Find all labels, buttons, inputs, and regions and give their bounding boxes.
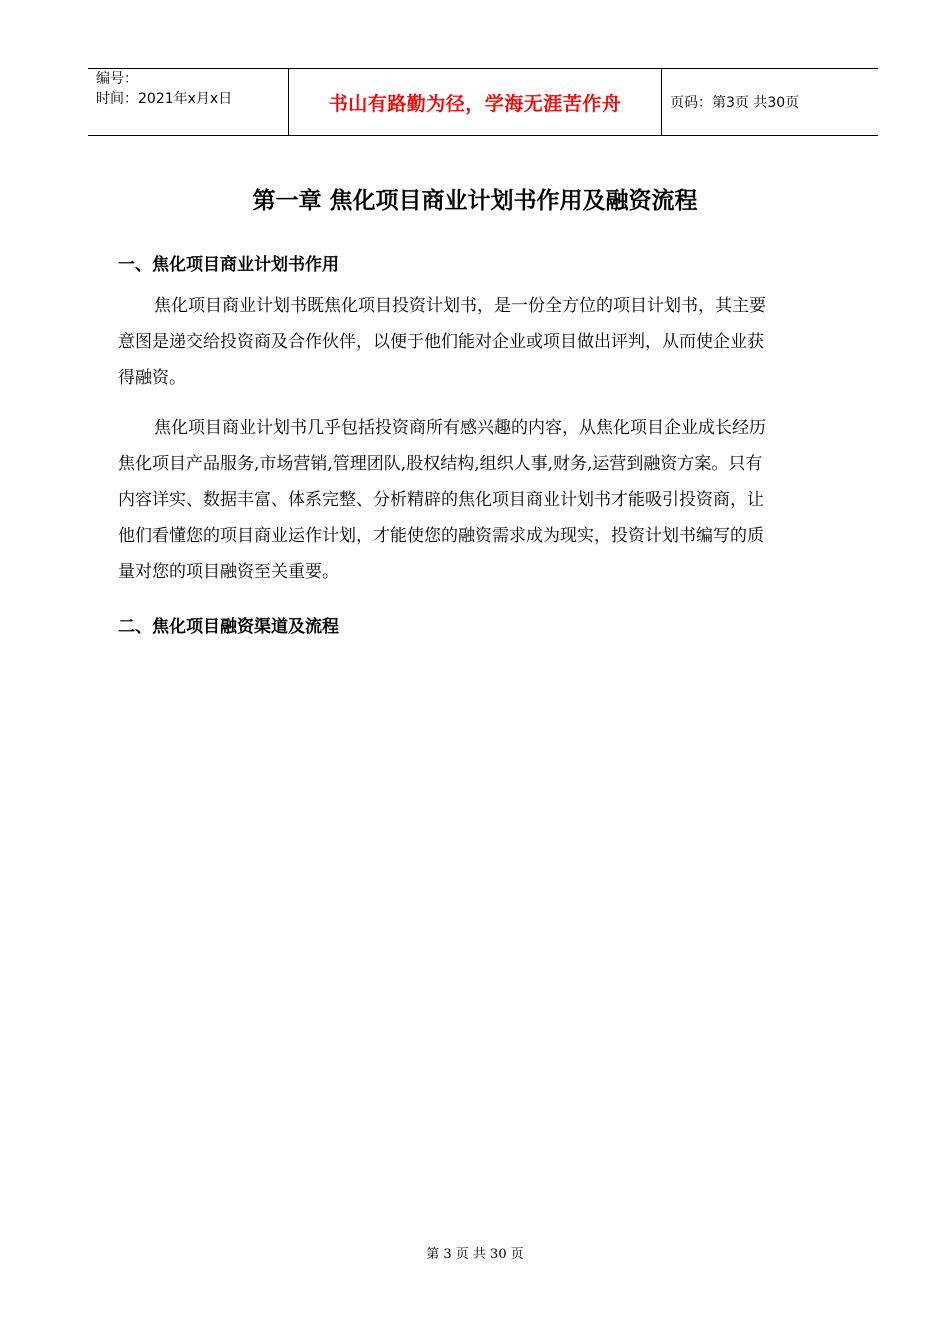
paragraph-2-line-2: 焦化项目产品服务,市场营销,管理团队,股权结构,组织人事,财务,运营到融资方案。只有 (118, 454, 763, 474)
page-footer: 第 3 页 共 30 页 (426, 1247, 524, 1262)
document-header (88, 68, 878, 136)
paragraph-2-line-4: 他们看懂您的项目商业运作计划，才能使您的融资需求成为现实，投资计划书编写的质 (118, 526, 764, 546)
document-number-label: 编号： (96, 71, 138, 87)
header-meta-cell (88, 69, 289, 135)
paragraph-2-line-3: 内容详实、数据丰富、体系完整、分析精辟的焦化项目商业计划书才能吸引投资商，让 (118, 490, 764, 510)
header-page-info: 页码：第3页 共30页 (670, 95, 800, 111)
chapter-title: 第一章 焦化项目商业计划书作用及融资流程 (252, 187, 698, 214)
document-time-label: 时间：2021年x月x日 (96, 91, 233, 107)
paragraph-1-line-3: 得融资。 (118, 368, 186, 388)
paragraph-2-line-5: 量对您的项目融资至关重要。 (118, 562, 339, 582)
section-heading-1: 一、焦化项目商业计划书作用 (118, 255, 339, 275)
paragraph-1 (118, 288, 848, 396)
paragraph-2-line-1: 焦化项目商业计划书几乎包括投资商所有感兴趣的内容，从焦化项目企业成长经历 (154, 418, 766, 438)
section-heading-2: 二、焦化项目融资渠道及流程 (118, 617, 339, 637)
header-motto-cell (289, 69, 662, 135)
paragraph-1-line-1: 焦化项目商业计划书既焦化项目投资计划书，是一份全方位的项目计划书，其主要 (154, 296, 766, 316)
paragraph-2 (118, 410, 848, 590)
header-motto: 书山有路勤为径，学海无涯苦作舟 (328, 92, 622, 115)
header-page-cell (662, 69, 878, 135)
paragraph-1-line-2: 意图是递交给投资商及合作伙伴，以便于他们能对企业或项目做出评判，从而使企业获 (118, 332, 764, 352)
